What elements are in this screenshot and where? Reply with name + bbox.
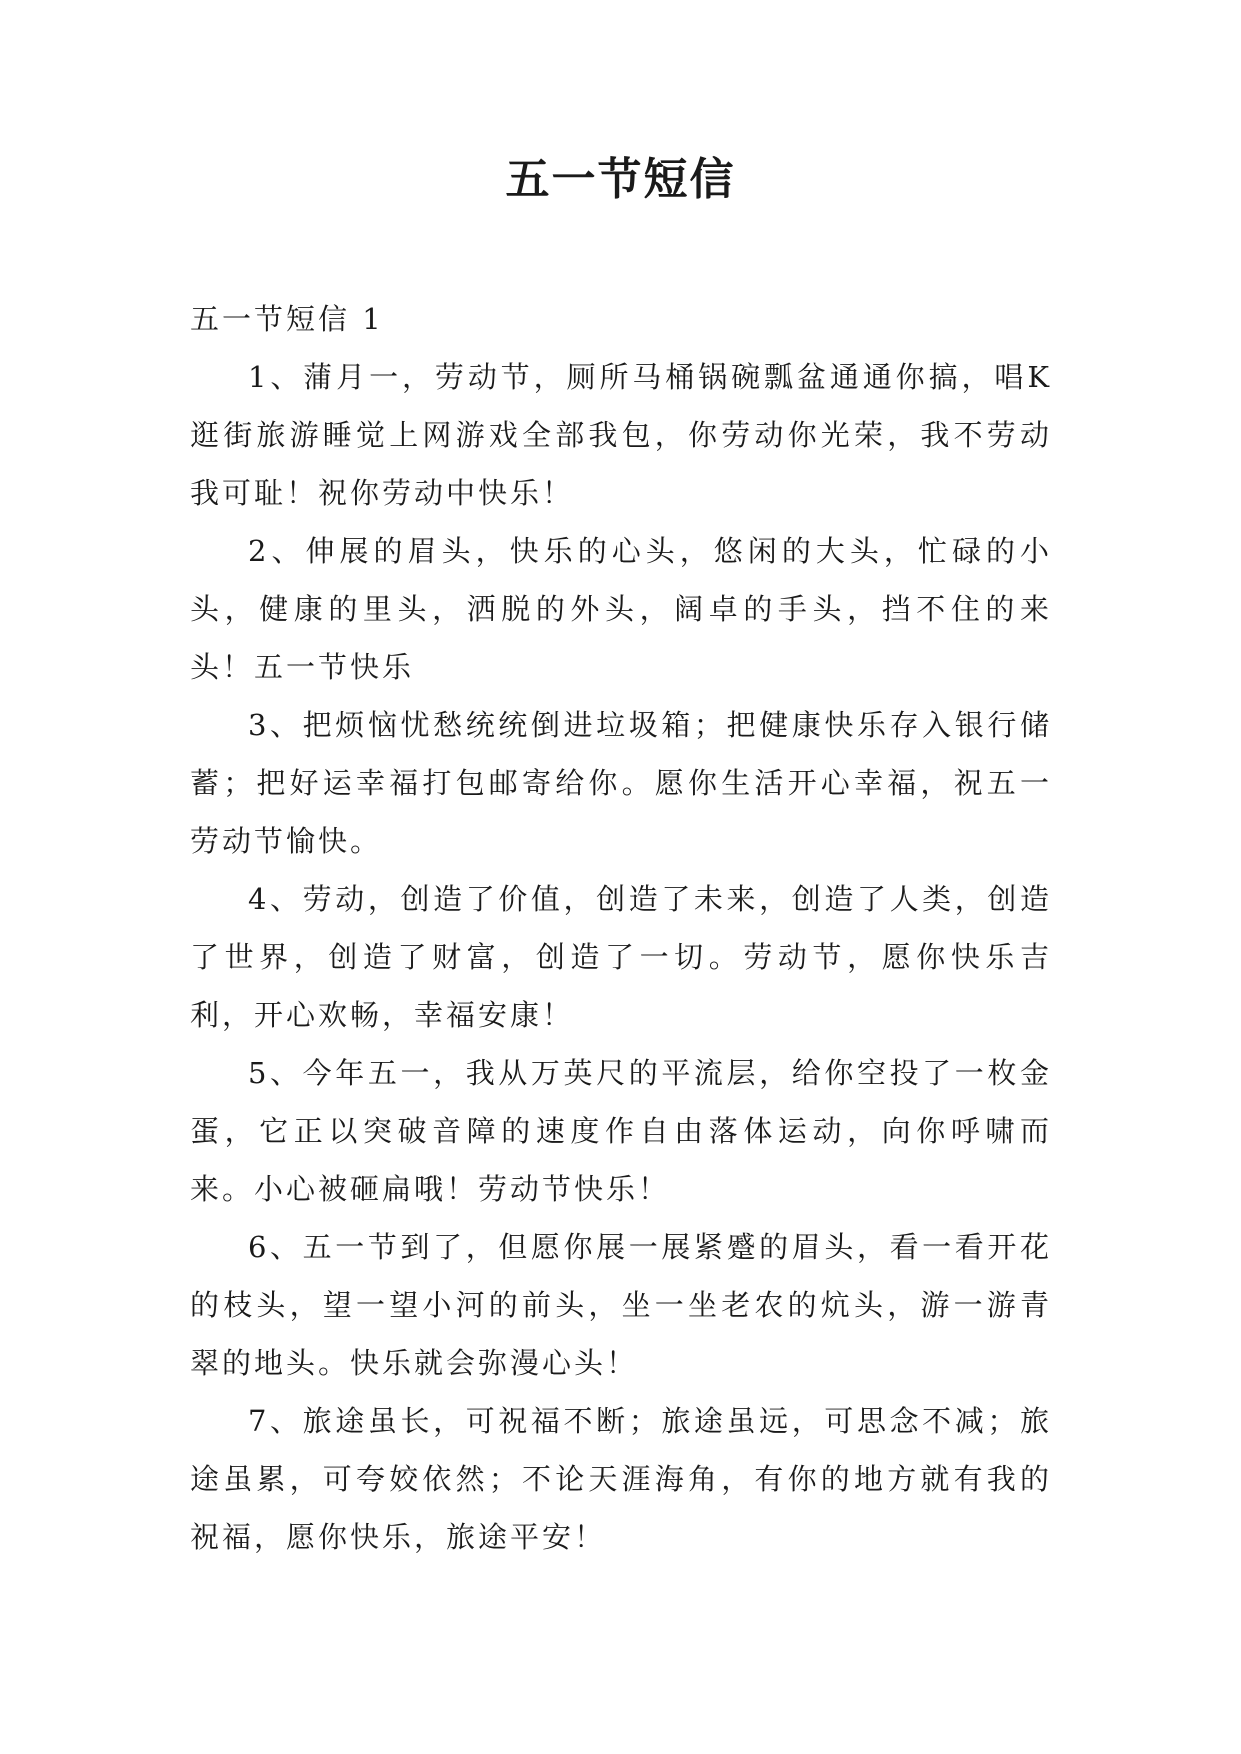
paragraph-2: 2、伸展的眉头，快乐的心头，悠闲的大头，忙碌的小头，健康的里头，洒脱的外头，阔卓的手头，挡不住的来头！五一节快乐 — [190, 534, 1052, 684]
paragraph-7: 7、旅途虽长，可祝福不断；旅途虽远，可思念不减；旅途虽累，可夸姣依然；不论天涯海角，有你的地方就有我的祝福，愿你快乐，旅途平安！ — [190, 1404, 1052, 1554]
paragraph-1: 1、蒲月一，劳动节，厕所马桶锅碗瓢盆通通你搞，唱K逛街旅游睡觉上网游戏全部我包，你劳动你光荣，我不劳动我可耻！祝你劳动中快乐！ — [190, 360, 1052, 510]
paragraph-6: 6、五一节到了，但愿你展一展紧蹙的眉头，看一看开花的枝头，望一望小河的前头，坐一坐老农的炕头，游一游青翠的地头。快乐就会弥漫心头！ — [190, 1230, 1052, 1380]
document-title: 五一节短信 — [505, 154, 736, 205]
paragraph-4: 4、劳动，创造了价值，创造了未来，创造了人类，创造了世界，创造了财富，创造了一切。劳动节，愿你快乐吉利，开心欢畅，幸福安康！ — [190, 882, 1052, 1032]
paragraph-3: 3、把烦恼忧愁统统倒进垃圾箱；把健康快乐存入银行储蓄；把好运幸福打包邮寄给你。愿你生活开心幸福，祝五一劳动节愉快。 — [190, 708, 1052, 858]
paragraph-5: 5、今年五一，我从万英尺的平流层，给你空投了一枚金蛋，它正以突破音障的速度作自由落体运动，向你呼啸而来。小心被砸扁哦！劳动节快乐！ — [190, 1056, 1052, 1206]
document-body — [190, 290, 1052, 1566]
section-heading: 五一节短信 1 — [190, 302, 384, 336]
